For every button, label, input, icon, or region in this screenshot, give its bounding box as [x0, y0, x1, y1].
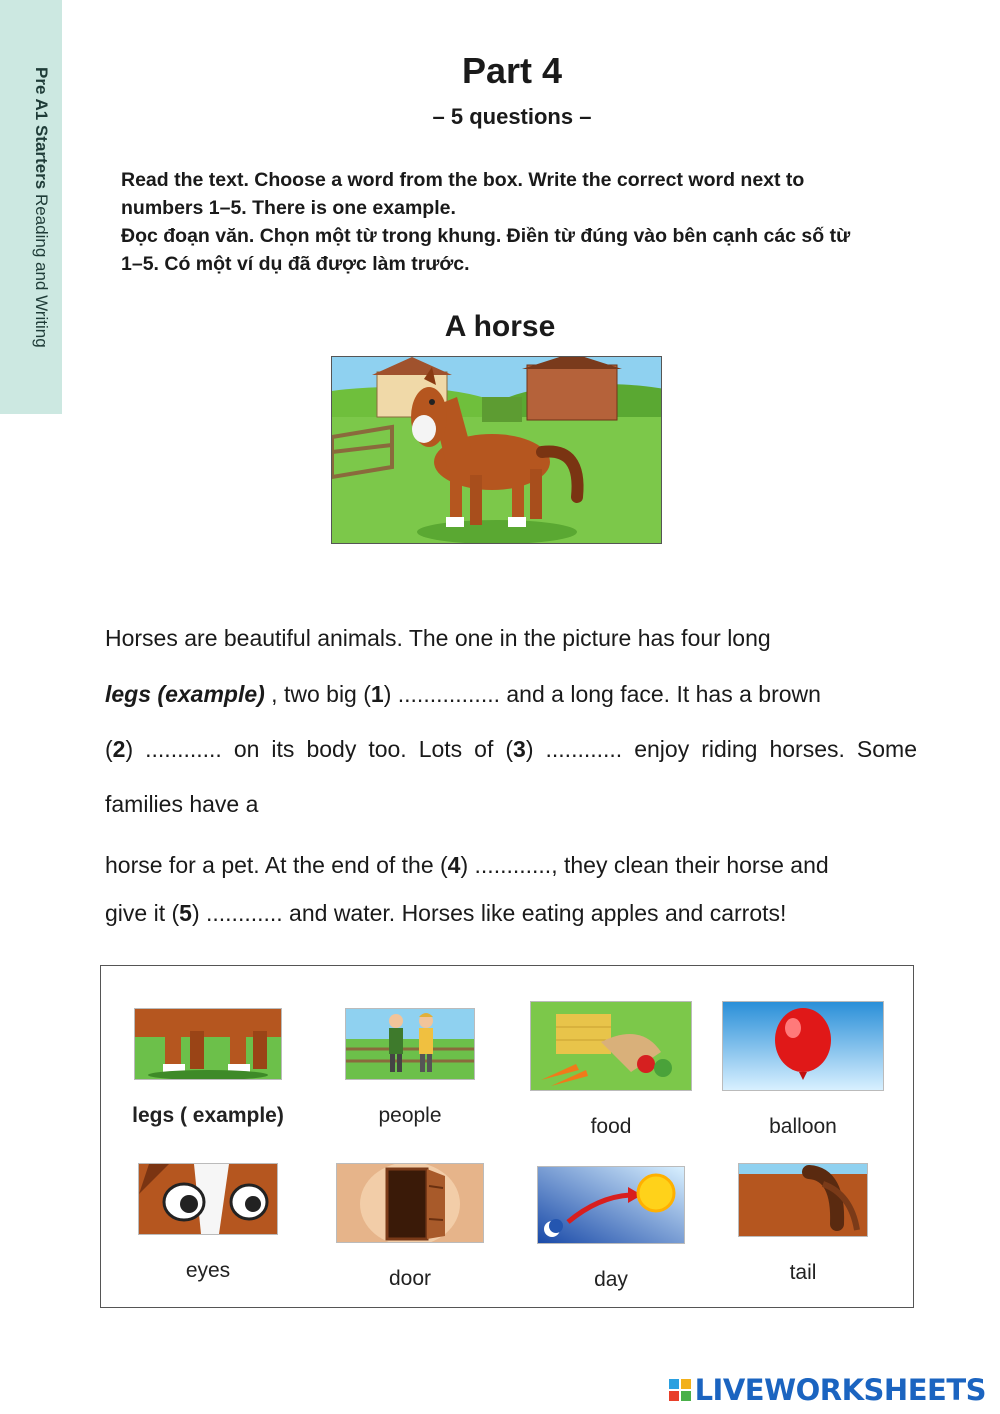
word-card-day	[516, 1166, 706, 1292]
passage-line-6	[105, 900, 917, 927]
passage-line-1: Horses are beautiful animals. The one in the picture has four long	[105, 625, 771, 651]
question-number-4: 4	[447, 852, 461, 878]
passage-text: horse for a pet. At the end of the (	[105, 852, 448, 878]
instruction-vi-line1: Đọc đoạn văn. Chọn một từ trong khung. Điền từ đúng vào bên cạnh các số từ	[121, 225, 851, 247]
food-icon	[530, 1001, 692, 1091]
question-number-2: 2	[112, 736, 126, 762]
word-card-food	[516, 1001, 706, 1139]
word-card-legs	[113, 1008, 303, 1128]
liveworksheets-logo	[669, 1372, 986, 1408]
story-title: A horse	[444, 310, 556, 343]
word-label: tail	[789, 1261, 817, 1284]
word-card-eyes	[113, 1163, 303, 1283]
word-box	[100, 965, 914, 1308]
question-number-3: 3	[513, 736, 526, 762]
horse-farm-icon	[332, 357, 662, 544]
instruction-en-line2: numbers 1–5. There is one example.	[121, 197, 456, 219]
word-label: door	[388, 1267, 432, 1290]
word-card-door	[315, 1163, 505, 1291]
instruction-vi-line2: 1–5. Có một ví dụ đã được làm trước.	[121, 253, 470, 275]
answer-blank-2[interactable]: ) ............ on its body too. Lots of (	[125, 736, 514, 762]
word-label: people	[378, 1104, 442, 1127]
passage-line-5	[105, 852, 917, 879]
tail-icon	[738, 1163, 868, 1237]
word-card-people	[315, 1008, 505, 1128]
answer-blank-5[interactable]: ) ............ and water. Horses like eating apples and carrots!	[191, 900, 787, 926]
door-icon	[336, 1163, 484, 1243]
passage-line-4: families have a	[105, 791, 259, 817]
page-subtitle: – 5 questions –	[432, 104, 592, 129]
logo-icon	[669, 1379, 691, 1401]
word-card-tail	[708, 1163, 898, 1285]
passage-text: (	[105, 736, 113, 762]
people-icon	[345, 1008, 475, 1080]
question-number-1: 1	[370, 681, 384, 707]
word-label: legs ( example)	[132, 1104, 284, 1127]
sidebar-bold-label: Pre A1 Starters	[32, 67, 51, 190]
instructions	[121, 166, 901, 278]
answer-blank-1[interactable]: ) ................ and a long face. It has a brown	[383, 681, 821, 707]
passage-line-2	[105, 681, 917, 708]
word-label: food	[590, 1115, 632, 1138]
word-card-balloon	[708, 1001, 898, 1139]
balloon-icon	[722, 1001, 884, 1091]
horse-picture	[331, 356, 662, 544]
passage-text: , two big (	[264, 681, 371, 707]
word-label: balloon	[769, 1115, 837, 1138]
sidebar-section-label: Reading and Writing	[32, 193, 51, 348]
page-title: Part 4	[461, 50, 563, 91]
question-number-5: 5	[179, 900, 192, 926]
word-label: eyes	[185, 1259, 231, 1282]
answer-blank-4[interactable]: ) ............, they clean their horse and	[460, 852, 829, 878]
instruction-en-line1: Read the text. Choose a word from the box. Write the correct word next to	[121, 169, 805, 191]
eyes-icon	[138, 1163, 278, 1235]
logo-text: LIVEWORKSHEETS	[694, 1373, 986, 1407]
passage-text: give it (	[105, 900, 180, 926]
passage-line-3	[105, 736, 917, 763]
example-word: legs (example)	[105, 681, 265, 707]
word-label: day	[594, 1268, 628, 1291]
horse-legs-icon	[134, 1008, 282, 1080]
day-icon	[537, 1166, 685, 1244]
answer-blank-3[interactable]: ) ............ enjoy riding horses. Some	[525, 736, 917, 762]
